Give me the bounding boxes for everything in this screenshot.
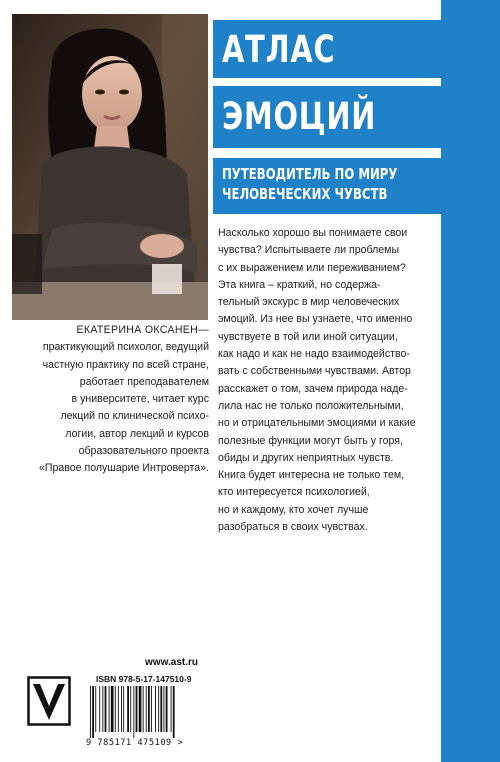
barcode-bar <box>133 686 134 738</box>
subtitle-line-2: ЧЕЛОВЕЧЕСКИХ ЧУВСТВ <box>222 185 388 203</box>
barcode-bar <box>109 686 110 732</box>
barcode-bar <box>99 686 100 732</box>
barcode-bar <box>155 686 156 732</box>
barcode-bar <box>127 686 129 732</box>
ast-v-logo-icon <box>27 676 71 731</box>
author-photo <box>12 14 208 320</box>
barcode-icon <box>88 686 196 743</box>
barcode-bar <box>118 686 119 732</box>
barcode-bar <box>160 686 162 732</box>
barcode-bar <box>115 686 116 732</box>
barcode-bar <box>136 686 138 732</box>
barcode-bar <box>130 686 131 732</box>
book-title-line-2: ЭМОЦИЙ <box>222 95 377 138</box>
barcode-bar <box>95 686 96 732</box>
barcode-bar <box>148 686 150 732</box>
barcode-bar <box>121 686 122 732</box>
barcode-bar <box>139 686 142 732</box>
spine-stripe <box>441 0 500 762</box>
isbn-number: ISBN 978-5-17-147510-9 <box>96 674 192 684</box>
barcode-bar <box>164 686 165 732</box>
barcode-bar <box>146 686 147 732</box>
author-bio <box>10 322 209 478</box>
author-name: ЕКАТЕРИНА ОКСАНЕН— <box>76 324 209 336</box>
barcode-bar <box>143 686 144 732</box>
barcode-bar <box>92 686 94 738</box>
barcode-bar <box>123 686 124 732</box>
subtitle-line-1: ПУТЕВОДИТЕЛЬ ПО МИРУ <box>222 165 398 183</box>
book-title-line-1: АТЛАС <box>222 28 336 71</box>
barcode-bar <box>158 686 159 732</box>
barcode-bar <box>171 686 172 732</box>
barcode-bar <box>105 686 107 732</box>
barcode-bar <box>111 686 114 732</box>
author-bio-text: практикующий психолог, ведущий частную практику по всей стране, работает преподавателем в университете, читает курс лекций по клинической психо- логии, автор лекций и курсов образовательного проекта «Правое полушарие Интроверта». <box>38 341 209 475</box>
barcode-bar <box>166 686 168 732</box>
book-subtitle <box>222 164 425 204</box>
barcode-bar <box>90 686 91 738</box>
barcode-digits: 9 785171 475109 > <box>86 738 184 748</box>
barcode-bar <box>173 686 175 738</box>
book-description: Насколько хорошо вы понимаете свои чувства? Испытываете ли проблемы с их выражением или переживанием? Эта книга – краткий, но содержа- тельный экскурс в мир человеческих эмоций. Из нее вы узнаете, что именно чувствуете в той или иной ситуации, как надо и как не надо взаимодейство- вать с собственными чувствами. Автор расскажет о том, зачем природа наде- лила нас не только положительными, но и отрицательными эмоциями и какие полезные функции могут быть у горя, обиды и других неприятных чувств. Книга будет интересна не только тем, кто интересуется психологией, но и каждому, кто хочет лучше разобраться в своих чувствах. <box>218 227 416 534</box>
publisher-website: www.ast.ru <box>145 657 198 668</box>
barcode-bar <box>102 686 103 732</box>
barcode-bar <box>151 686 152 732</box>
